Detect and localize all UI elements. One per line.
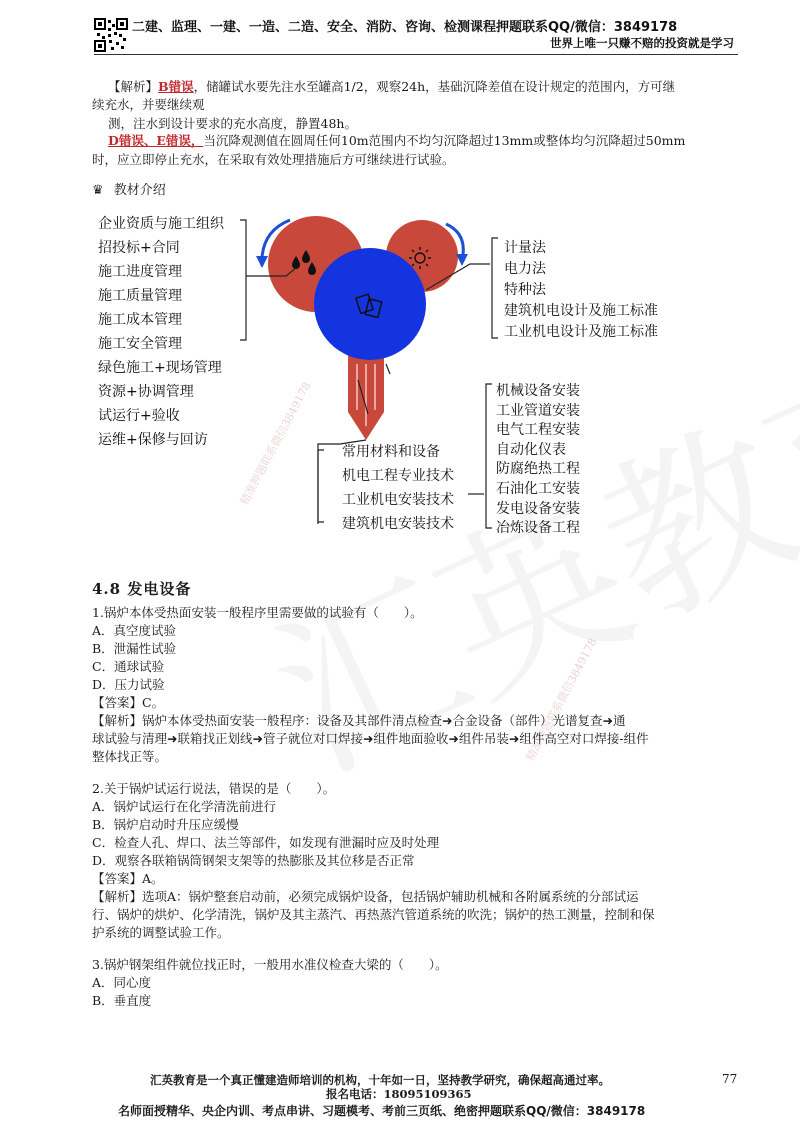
left-item: 绿色施工+现场管理: [98, 360, 222, 376]
q2-option: A．锅炉试运行在化学清洗前进行: [92, 799, 277, 814]
blue-circle: [314, 248, 426, 360]
q1-option: B．泄漏性试验: [92, 641, 177, 656]
bottom-right-item-highlight: 发电设备安装: [496, 500, 580, 517]
right-top-bracket: [492, 238, 498, 338]
analysis-de-cont: 时，应立即停止充水，在采取有效处理措施后方可继续进行试验。: [92, 152, 455, 167]
header-contact-line: 二建、监理、一建、一造、二造、安全、消防、咨询、检测课程押题联系QQ/微信：3849178: [132, 20, 678, 35]
q3-stem: 3.锅炉钢架组件就位找正时，一般用水准仪检查大梁的（ ）。: [92, 957, 448, 972]
left-item: 施工进度管理: [98, 264, 182, 280]
right-top-item: 电力法: [504, 261, 546, 277]
q2-option: C．检查人孔、焊口、法兰等部件，如发现有泄漏时应及时处理: [92, 835, 440, 850]
left-item: 施工成本管理: [98, 312, 182, 328]
watermark-2: 精准押题联系微信3849178: [523, 635, 600, 764]
header-divider: [94, 54, 738, 55]
q2-stem: 2.关于锅炉试运行说法，错误的是（ ）。: [92, 781, 336, 796]
analysis-b: 【解析】B错误，储罐试水要先注水至罐高1/2，观察24h，基础沉降差值在设计规定的范围内，方可继: [108, 79, 676, 94]
qr-code: [94, 18, 128, 52]
left-item: 施工质量管理: [98, 288, 182, 304]
q2-analysis: 护系统的调整试验工作。: [92, 925, 230, 940]
q1-analysis: 球试验与清理➜联箱找正划线➜管子就位对口焊接➜组件地面验收➜组件吊装➜组件高空对口焊接-组件: [92, 731, 649, 746]
watermark-1: 精准押题联系微信3849178: [237, 379, 314, 508]
q2-option: B．锅炉启动时升压应缓慢: [92, 817, 239, 832]
q1-option: A．真空度试验: [92, 623, 177, 638]
header-slogan: 世界上唯一只赚不赔的投资就是学习: [550, 36, 734, 50]
bottom-right-bracket: [486, 384, 492, 528]
bottom-right-item: 防腐绝热工程: [496, 461, 580, 478]
bottom-mid-item-highlight: 工业机电安装技术: [342, 492, 454, 508]
left-item: 资源+协调管理: [98, 384, 194, 400]
page-number: 77: [722, 1072, 738, 1086]
bottom-right-item: 石油化工安装: [496, 480, 580, 497]
analysis-b-cont: 续充水，并要继续观: [92, 97, 205, 112]
crown-icon: ♛: [92, 183, 104, 198]
left-item: 企业资质与施工组织: [98, 216, 224, 232]
q1-answer: 【答案】C。: [92, 695, 165, 710]
bottom-mid-item: 建筑机电安装技术: [342, 516, 454, 532]
bottom-right-item: 自动化仪表: [496, 441, 566, 458]
q1-analysis: 整体找正等。: [92, 749, 168, 764]
footer-phone: 报名电话：18095109365: [326, 1087, 472, 1101]
q2-analysis: 【解析】选项A：锅炉整套启动前，必须完成锅炉设备，包括锅炉辅助机械和各附属系统的分部试运: [92, 889, 639, 904]
section-title: 4.8 发电设备: [92, 580, 192, 598]
textbook-title: 教材介绍: [113, 183, 166, 198]
q3-option: B．垂直度: [92, 993, 152, 1008]
bottom-right-list: [496, 382, 580, 539]
bottom-mid-bracket: [318, 450, 324, 522]
right-top-list: [504, 238, 658, 343]
right-top-item: 计量法: [504, 240, 546, 256]
right-top-item: 特种法: [504, 282, 546, 298]
analysis-de: D错误、E错误，当沉降观测值在圆周任何10m范围内不均匀沉降超过13mm或整体均匀沉降超过50mm: [108, 133, 686, 148]
q1-analysis: 【解析】锅炉本体受热面安装一般程序：设备及其部件清点检查➜合金设备（部件）光谱复查➜通: [92, 713, 626, 728]
bottom-right-item: 电气工程安装: [496, 422, 580, 439]
q1-option: C．通球试验: [92, 659, 165, 674]
left-list: [98, 212, 224, 452]
textbook-diagram: [90, 204, 710, 544]
left-item: 运维+保修与回访: [98, 432, 208, 448]
left-item: 试运行+验收: [98, 408, 180, 424]
q2-analysis: 行、锅炉的烘炉、化学清洗，锅炉及其主蒸汽、再热蒸汽管道系统的吹洗；锅炉的热工测量，控制和保: [92, 907, 655, 922]
q3-option: A．同心度: [92, 975, 152, 990]
textbook-heading: [92, 182, 166, 200]
q2-option: D．观察各联箱锅筒钢架支架等的热膨胀及其位移是否正常: [92, 853, 415, 868]
right-top-item: 建筑机电设计及施工标准: [504, 303, 658, 319]
footer-contact: 名师面授精华、央企内训、考点串讲、习题模考、考前三页纸、绝密押题联系QQ/微信：3849178: [118, 1104, 646, 1118]
bottom-right-item: 冶炼设备工程: [496, 520, 580, 537]
left-item: 施工安全管理: [98, 336, 182, 352]
bottom-right-item: 机械设备安装: [496, 383, 580, 399]
bottom-mid-item: 常用材料和设备: [342, 444, 440, 460]
footer-slogan: 汇英教育是一个真正懂建造师培训的机构，十年如一日，坚持教学研究，确保超高通过率。: [150, 1073, 610, 1087]
q1-option: D．压力试验: [92, 677, 165, 692]
q1-stem: 1.锅炉本体受热面安装一般程序里需要做的试验有（ ）。: [92, 605, 423, 620]
q2-answer: 【答案】A。: [92, 871, 164, 886]
left-item: 招投标+合同: [98, 240, 180, 256]
bottom-mid-item: 机电工程专业技术: [342, 468, 454, 484]
bottom-right-item: 工业管道安装: [496, 402, 580, 419]
bottom-mid-list: [342, 440, 454, 536]
right-top-item: 工业机电设计及施工标准: [504, 324, 658, 340]
left-bracket: [240, 220, 260, 340]
analysis-b-cont2: 测，注水到设计要求的充水高度，静置48h。: [108, 116, 357, 131]
